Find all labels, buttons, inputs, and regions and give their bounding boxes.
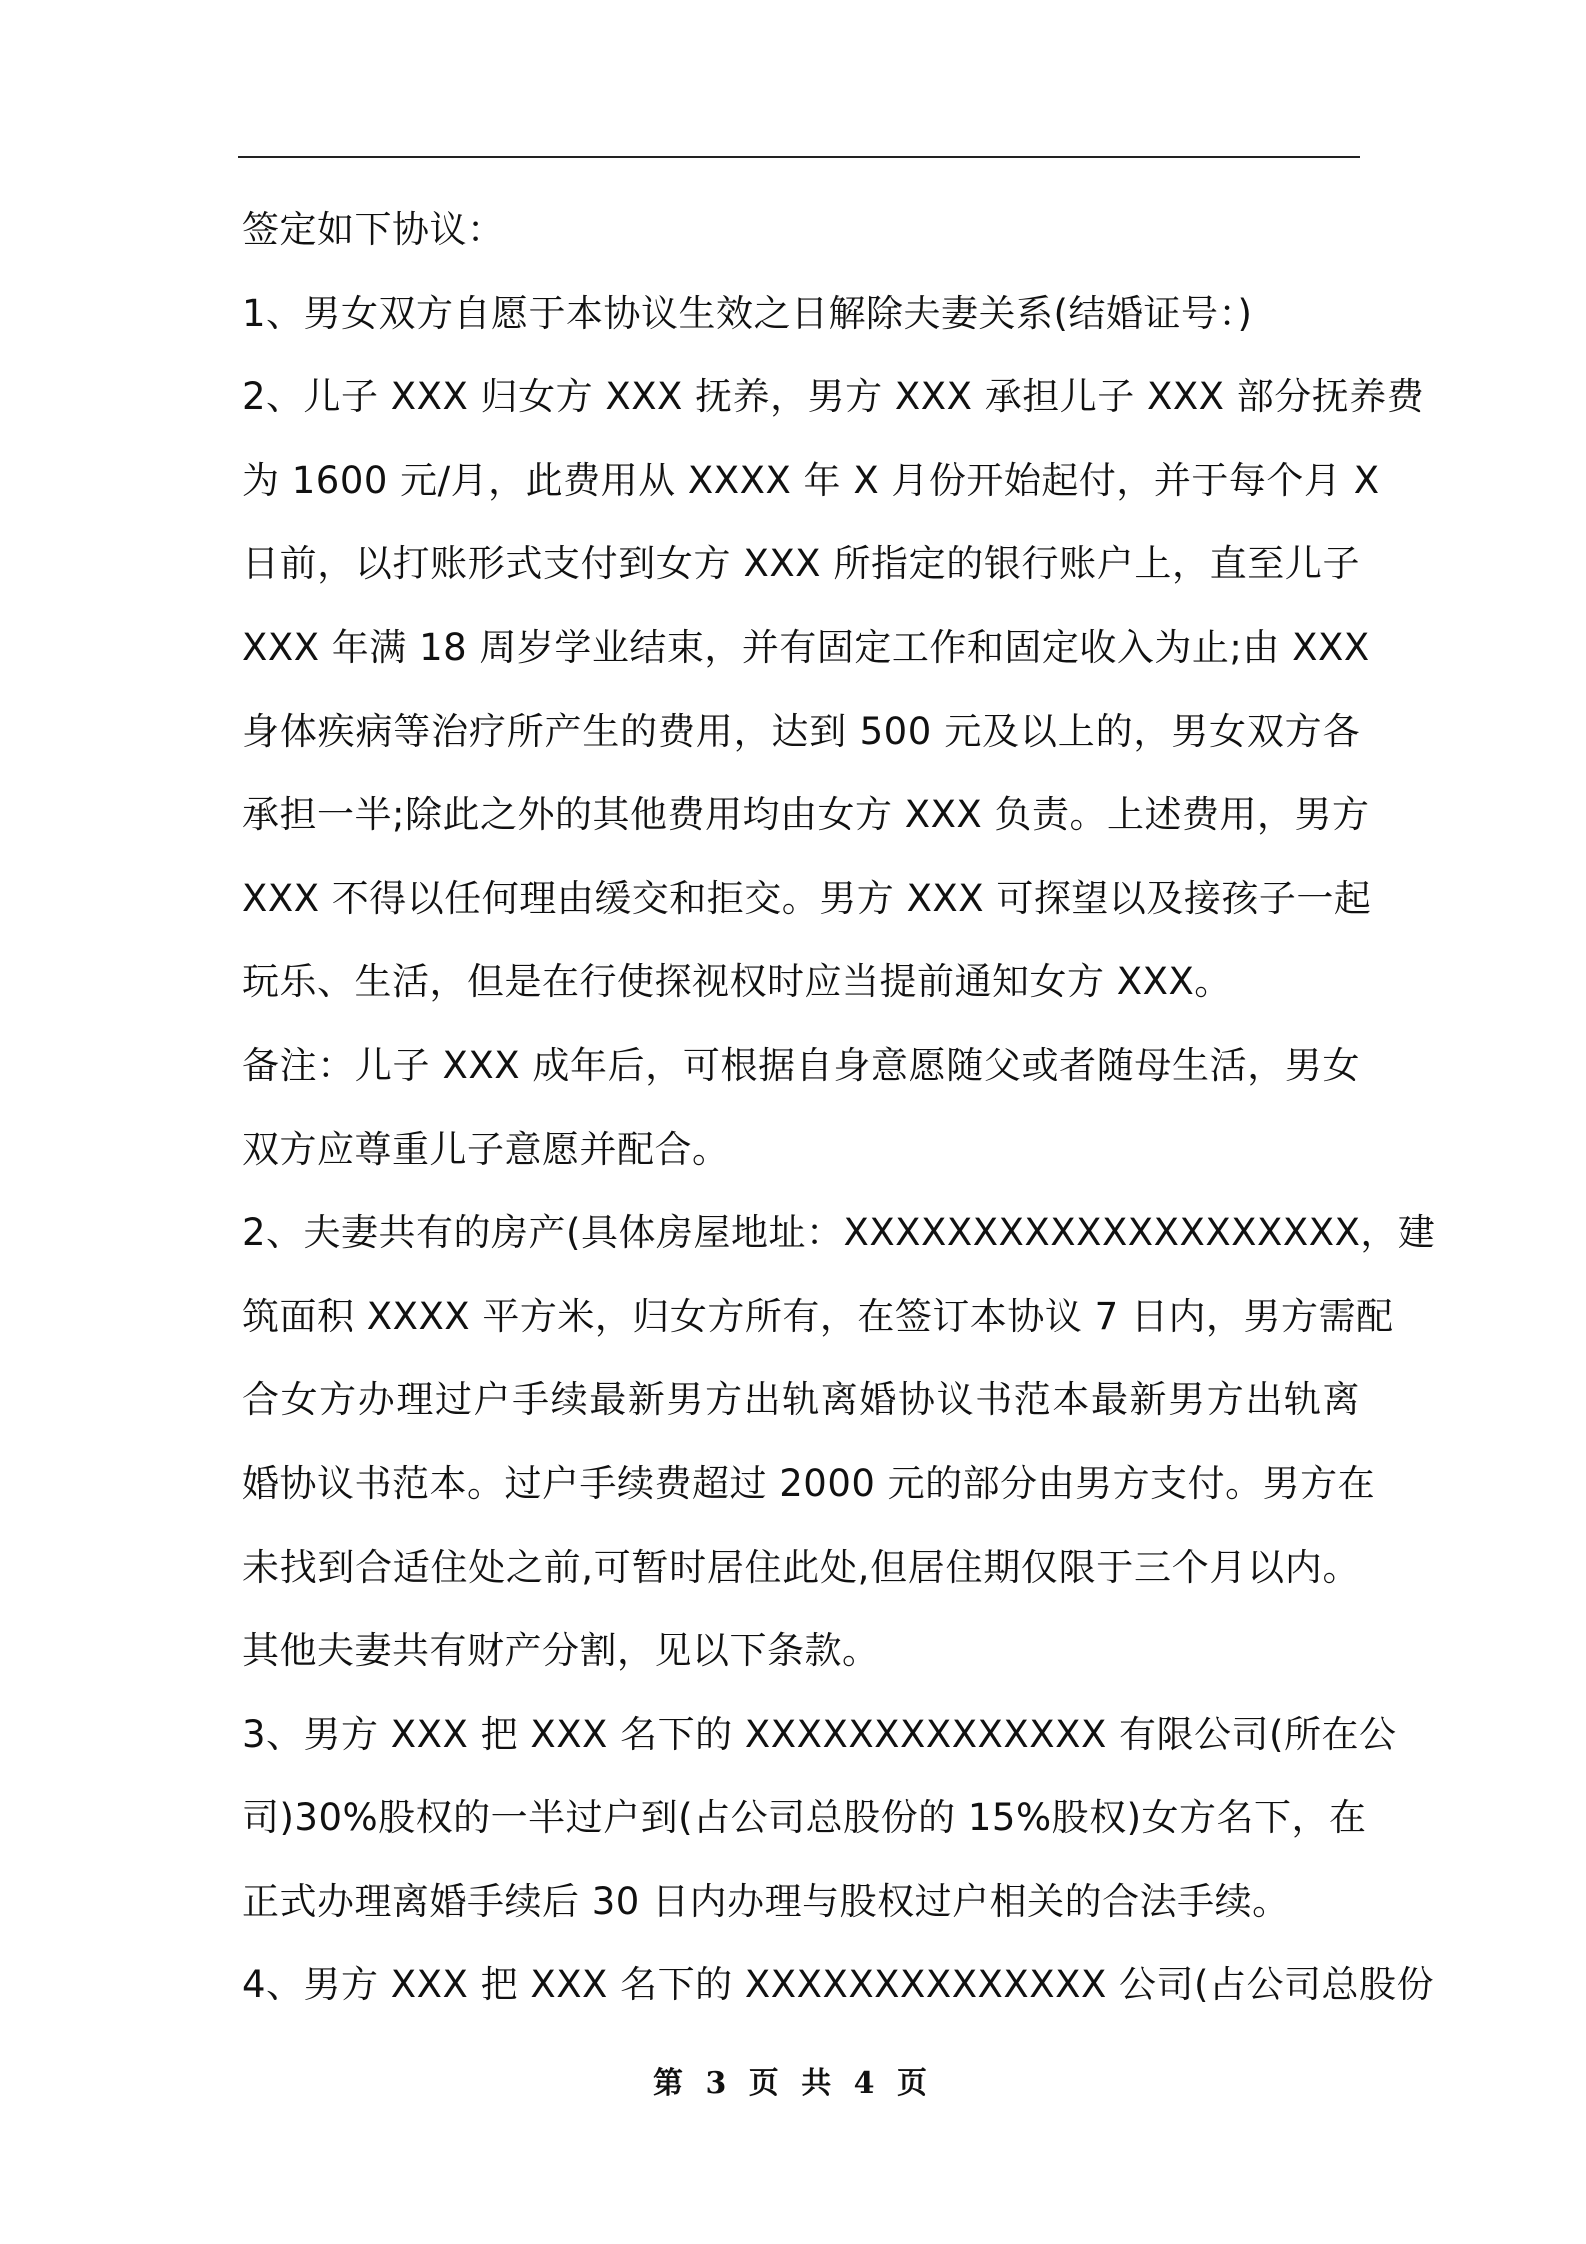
text-line: 4、男方 XXX 把 XXX 名下的 XXXXXXXXXXXXXX 公司(占公司总股份 (242, 1963, 1434, 2007)
text-line: 筑面积 XXXX 平方米，归女方所有，在签订本协议 7 日内，男方需配 (242, 1294, 1394, 1338)
text-line: 合女方办理过户手续最新男方出轨离婚协议书范本最新男方出轨离 (242, 1378, 1360, 1422)
text-line: 玩乐、生活，但是在行使探视权时应当提前通知女方 XXX。 (242, 960, 1232, 1004)
text-line: 日前，以打账形式支付到女方 XXX 所指定的银行账户上，直至儿子 (242, 542, 1360, 586)
text-line: 签定如下协议： (242, 208, 505, 251)
text-line: XXX 年满 18 周岁学业结束，并有固定工作和固定收入为止;由 XXX (242, 625, 1370, 669)
text-line: 婚协议书范本。过户手续费超过 2000 元的部分由男方支付。男方在 (242, 1461, 1376, 1505)
text-line: 双方应尊重儿子意愿并配合。 (242, 1127, 730, 1171)
text-line: XXX 不得以任何理由缓交和拒交。男方 XXX 可探望以及接孩子一起 (242, 876, 1372, 920)
document-body (242, 196, 1436, 2035)
page-number: 第 3 页 共 4 页 (653, 2066, 933, 2101)
text-line: 承担一半;除此之外的其他费用均由女方 XXX 负责。上述费用，男方 (242, 793, 1370, 837)
text-line: 未找到合适住处之前,可暂时居住此处,但居住期仅限于三个月以内。 (242, 1545, 1360, 1589)
header-rule (238, 156, 1360, 158)
text-line: 司)30%股权的一半过户到(占公司总股份的 15%股权)女方名下，在 (242, 1796, 1367, 1840)
text-line: 为 1600 元/月，此费用从 XXXX 年 X 月份开始起付，并于每个月 X (242, 458, 1380, 502)
text-line: 其他夫妻共有财产分割，见以下条款。 (242, 1629, 880, 1673)
text-line: 备注：儿子 XXX 成年后，可根据自身意愿随父或者随母生活，男女 (242, 1043, 1360, 1087)
text-line: 正式办理离婚手续后 30 日内办理与股权过户相关的合法手续。 (242, 1879, 1290, 1923)
text-line: 2、夫妻共有的房产(具体房屋地址：XXXXXXXXXXXXXXXXXXXX，建 (242, 1211, 1436, 1255)
text-line: 2、儿子 XXX 归女方 XXX 抚养，男方 XXX 承担儿子 XXX 部分抚养费 (242, 375, 1425, 419)
text-line: 1、男女双方自愿于本协议生效之日解除夫妻关系(结婚证号：) (242, 291, 1253, 335)
text-line: 3、男方 XXX 把 XXX 名下的 XXXXXXXXXXXXXX 有限公司(所在公 (242, 1712, 1397, 1756)
text-line: 身体疾病等治疗所产生的费用，达到 500 元及以上的，男女双方各 (242, 709, 1360, 753)
